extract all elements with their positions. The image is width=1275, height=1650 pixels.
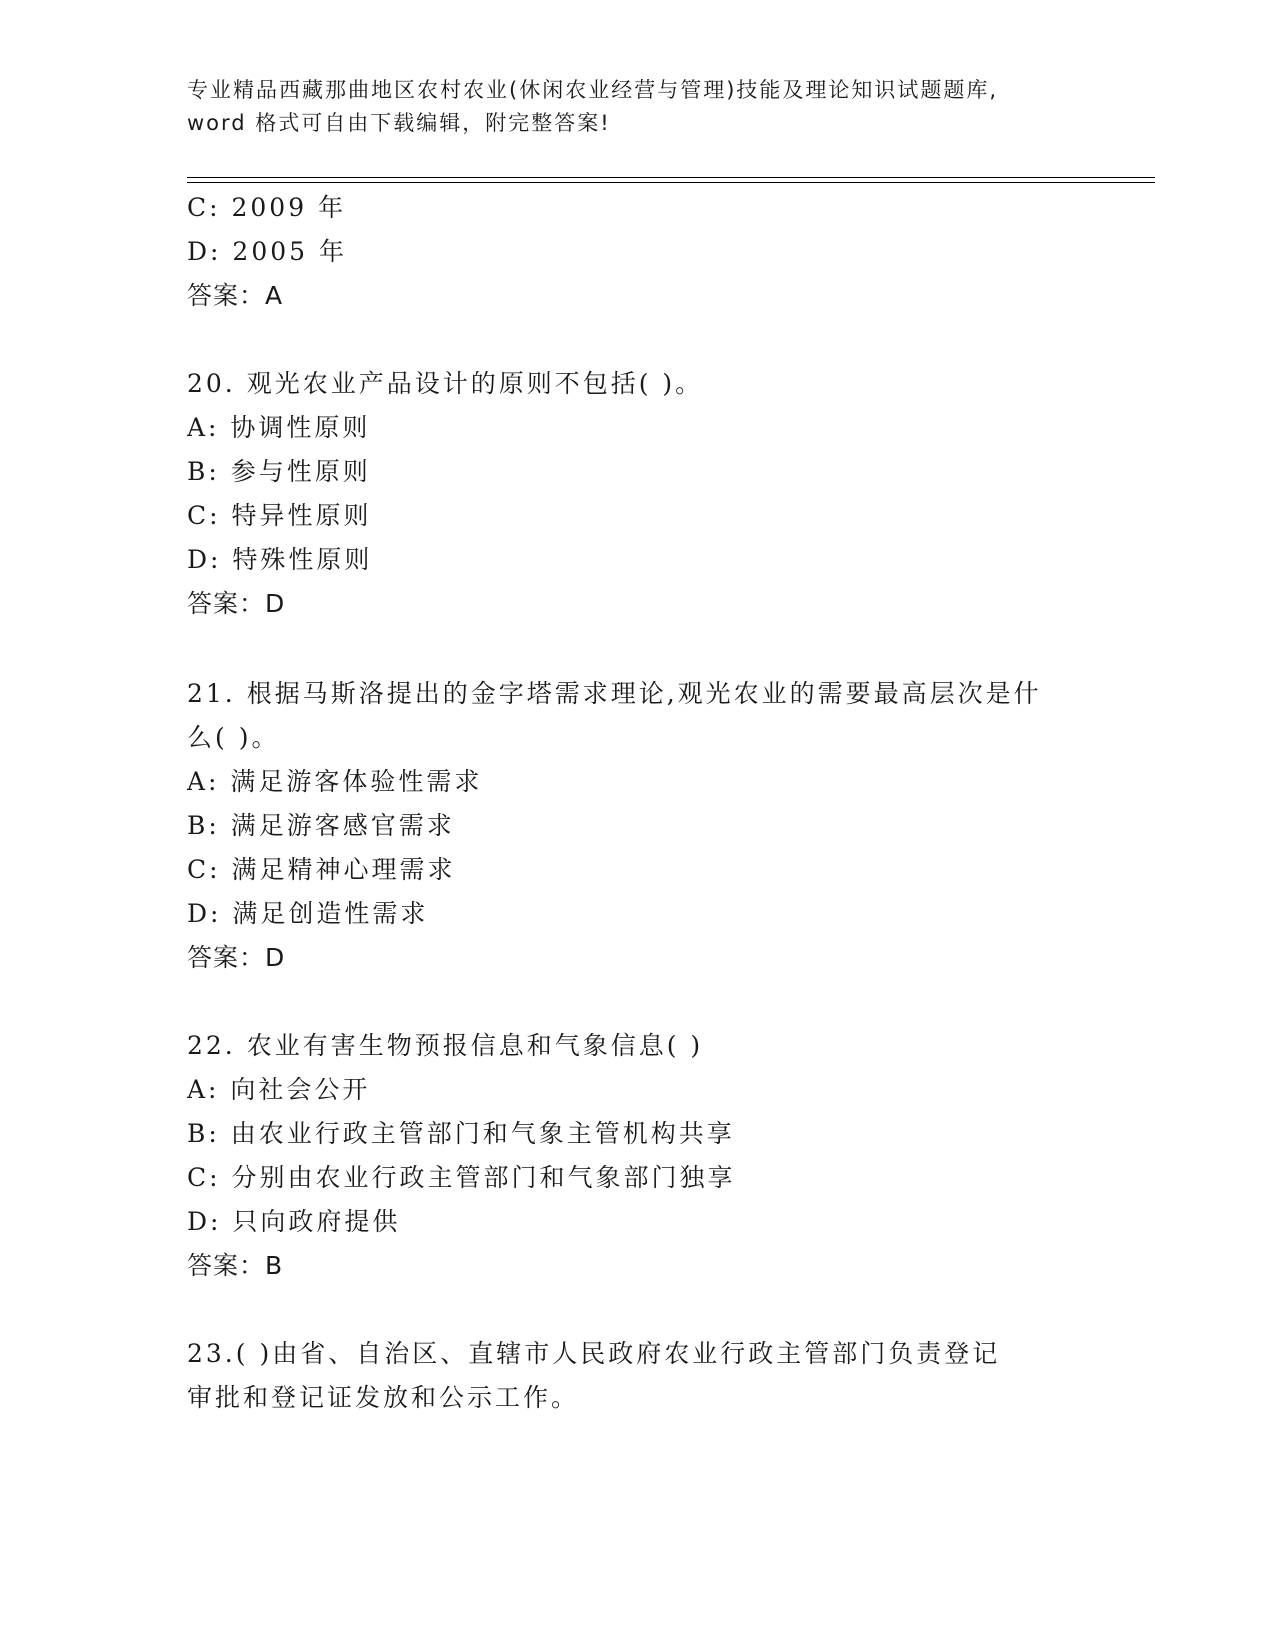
q20-option-b: B: 参与性原则 xyxy=(187,457,371,486)
q21-option-c: C: 满足精神心理需求 xyxy=(187,855,456,884)
q22-option-a: A: 向社会公开 xyxy=(187,1075,371,1104)
header-rule-top xyxy=(187,177,1155,178)
document-header xyxy=(187,74,1107,140)
q23-question-line-2: 审批和登记证发放和公示工作。 xyxy=(187,1383,580,1412)
q21-option-a: A: 满足游客体验性需求 xyxy=(187,767,483,796)
q21-question-line-1: 21. 根据马斯洛提出的金字塔需求理论,观光农业的需要最高层次是什 xyxy=(187,679,1042,708)
q20-option-a: A: 协调性原则 xyxy=(187,413,371,442)
header-rule-bottom xyxy=(187,182,1155,183)
q22-question: 22. 农业有害生物预报信息和气象信息( ) xyxy=(187,1031,704,1060)
header-line-1: 专业精品西藏那曲地区农村农业(休闲农业经营与管理)技能及理论知识试题题库, xyxy=(187,78,999,102)
header-line-2: word 格式可自由下载编辑，附完整答案! xyxy=(187,111,611,135)
q19-option-d: D: 2005 年 xyxy=(187,237,347,266)
q19-option-c: C: 2009 年 xyxy=(187,193,347,222)
q19-answer: 答案：A xyxy=(187,281,284,310)
q21-option-d: D: 满足创造性需求 xyxy=(187,899,429,928)
q22-answer: 答案：B xyxy=(187,1251,284,1280)
q20-option-c: C: 特异性原则 xyxy=(187,501,372,530)
q22-option-b: B: 由农业行政主管部门和气象主管机构共享 xyxy=(187,1119,735,1148)
q20-question: 20. 观光农业产品设计的原则不包括( )。 xyxy=(187,369,704,398)
q21-question-line-2: 么( )。 xyxy=(187,723,280,752)
q22-option-d: D: 只向政府提供 xyxy=(187,1207,401,1236)
q22-option-c: C: 分别由农业行政主管部门和气象部门独享 xyxy=(187,1163,736,1192)
q23-question-line-1: 23.( )由省、自治区、直辖市人民政府农业行政主管部门负责登记 xyxy=(187,1339,1001,1368)
q21-answer: 答案：D xyxy=(187,943,286,972)
q20-option-d: D: 特殊性原则 xyxy=(187,545,373,574)
q21-option-b: B: 满足游客感官需求 xyxy=(187,811,455,840)
q20-answer: 答案：D xyxy=(187,589,286,618)
